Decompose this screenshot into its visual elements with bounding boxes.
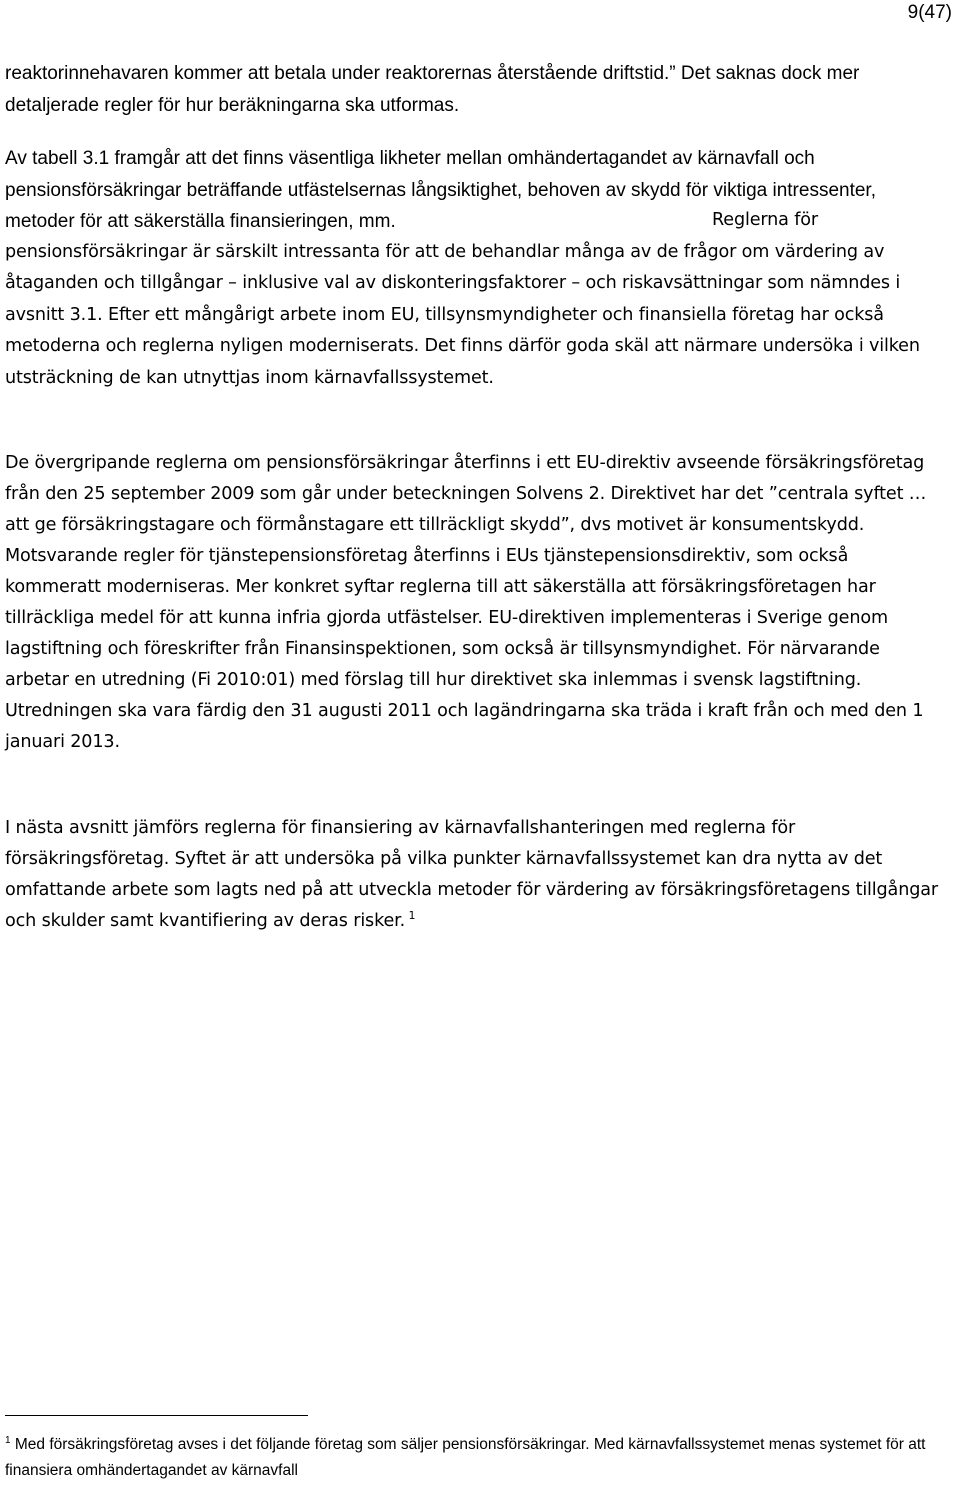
main-text-block (5, 205, 957, 394)
footnote-reference[interactable]: 1 (408, 909, 416, 923)
paragraph-tabell: Av tabell 3.1 framgår att det finns väsentliga likheter mellan omhändertagandet av kärnavfall och pensionsförsäkringar beträffande utfästelsernas långsiktighet, behoven av skydd för viktiga intressenter, metoder för att säkerställa finansieringen, mm. (5, 148, 876, 232)
paragraph-reglerna (5, 205, 957, 394)
footnote-separator (5, 1415, 308, 1416)
paragraph-reglerna-text: Reglerna för pensionsförsäkringar är särskilt intressanta för att de behandlar många av de frågor om värdering av åtaganden och tillgångar – inklusive val av diskonteringsfaktorer – och riskavsättningar som nämndes i avsnitt 3.1. Efter ett mångårigt arbete inom EU, tillsynsmyndigheter och finansiella företag har också metoderna och reglerna nyligen moderniserats. Det finns därför goda skäl att närmare undersöka i vilken utsträckning de kan utnyttjas inom kärnavfallssystemet. (5, 210, 920, 388)
next-section-text-block (5, 813, 945, 937)
footnote-marker: 1 (5, 1434, 11, 1446)
page-number: 9(47) (907, 2, 952, 23)
solvens-text-block (5, 448, 945, 758)
paragraph-solvens: De övergripande reglerna om pensionsförsäkringar återfinns i ett EU-direktiv avseende försäkringsföretag från den 25 september 2009 som går under beteckningen Solvens 2. Direktivet har det ”centrala syftet … att ge försäkringstagare och förmånstagare ett tillräckligt skydd”, dvs motivet är konsumentskydd. Motsvarande regler för tjänstepensionsföretag återfinns i EUs tjänstepensionsdirektiv, som också kommeratt moderniseras. Mer konkret syftar reglerna till att säkerställa att försäkringsföretagen har tillräckliga medel för att kunna infria gjorda utfästelser. EU-direktiven implementeras i Sverige genom lagstiftning och föreskrifter från Finansinspektionen, som också är tillsynsmyndighet. För närvarande arbetar en utredning (Fi 2010:01) med förslag till hur direktivet ska inlemmas i svensk lagstiftning. Utredningen ska vara färdig den 31 augusti 2011 och lagändringarna ska träda i kraft från och med den 1 januari 2013. (5, 453, 927, 752)
paragraph-intro: reaktorinnehavaren kommer att betala under reaktorernas återstående driftstid.” Det saknas dock mer detaljerade regler för hur beräkningarna ska utformas. (5, 63, 860, 116)
footnote-text: Med försäkringsföretag avses i det följande företag som säljer pensionsförsäkringar. Med kärnavfallssystemet menas systemet för att finansiera omhändertagandet av kärnavfall (5, 1436, 926, 1479)
paragraph-next-section (5, 813, 945, 937)
paragraph-next-section-text: I nästa avsnitt jämförs reglerna för finansiering av kärnavfallshanteringen med reglerna för försäkringsföretag. Syftet är att undersöka på vilka punkter kärnavfallssystemet kan dra nytta av det omfattande arbete som lagts ned på att utveckla metoder för värdering av försäkringsföretagens tillgångar och skulder samt kvantifiering av deras risker. (5, 818, 938, 931)
footnote (5, 1432, 955, 1484)
